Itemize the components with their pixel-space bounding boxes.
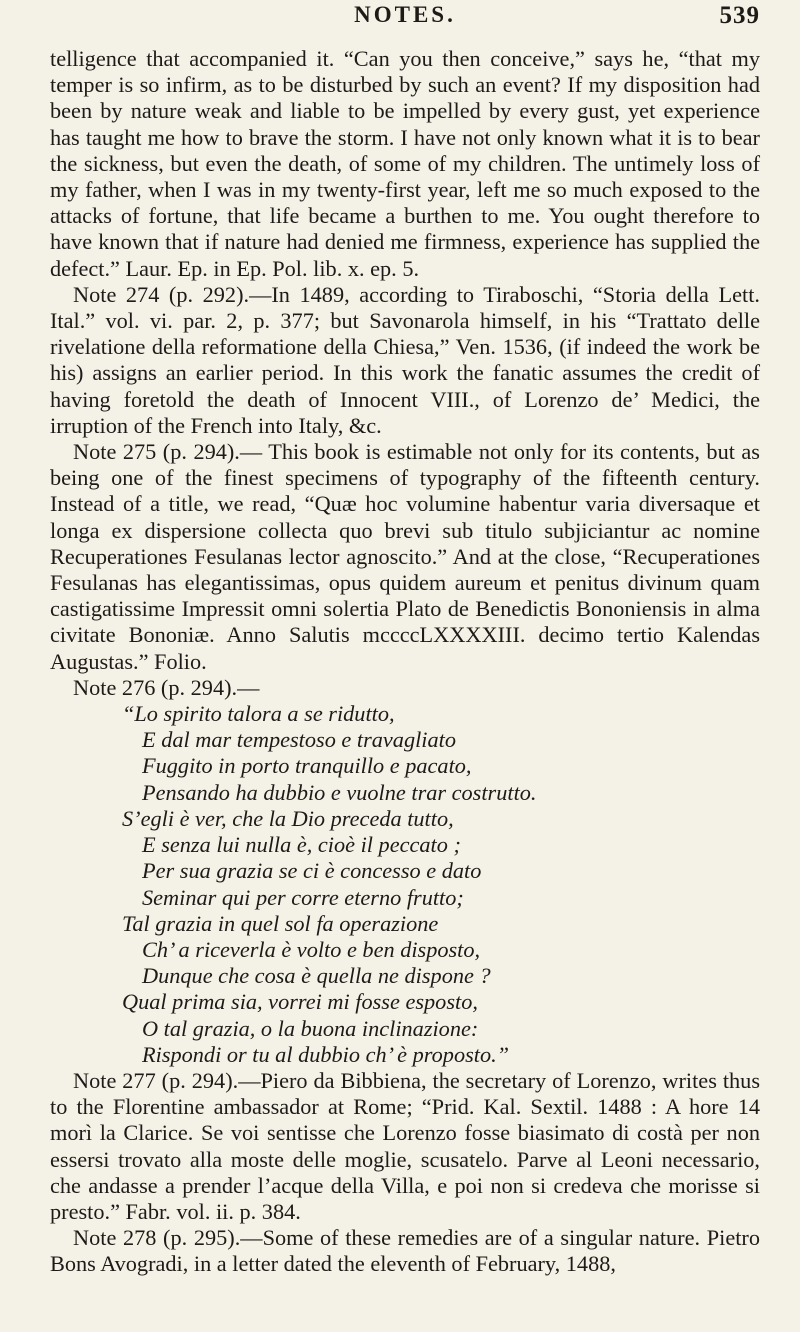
- page-header: [50, 2, 760, 32]
- note-275: Note 275 (p. 294).— This book is estimable not only for its contents, but as being one of the finest specimens of typography of the fifteenth century. Instead of a title, we read, “Quæ hoc volumine habentur varia diversaque et longa ex dispersione collecta quo brevi sub titulo subjiciantur ac nomine Recuperationes Fesulanas lector agnoscito.” And at the close, “Recuperationes Fesulanas has elegantissimas, opus quidem aureum et penitus divinum quam castigatissime Impressit omni solertia Plato de Benedictis Bononiensis in alma civitate Bononiæ. Anno Salutis mccccLXXXXIII. decimo tertio Kalendas Augustas.” Folio.: [50, 439, 760, 674]
- poem-line: E dal mar tempestoso e travagliato: [142, 727, 456, 753]
- poem-line: O tal grazia, o la buona inclinazione:: [142, 1015, 479, 1041]
- poem-line: Seminar qui per corre eterno frutto;: [142, 884, 464, 910]
- note-274: Note 274 (p. 292).—In 1489, according to Tiraboschi, “Storia della Lett. Ital.” vol. vi. par. 2, p. 377; but Savonarola himself, in his “Trattato delle rivelatione della reformatione della Chiesa,” Ven. 1536, (if indeed the work be his) assigns an earlier period. In this work the fanatic assumes the credit of having foretold the death of Innocent VIII., of Lorenzo de’ Medici, the irruption of the French into Italy, &c.: [50, 281, 760, 438]
- poem-line: S’egli è ver, che la Dio preceda tutto,: [122, 805, 454, 831]
- poem-line: Fuggito in porto tranquillo e pacato,: [142, 753, 472, 779]
- running-title: NOTES.: [354, 2, 456, 27]
- page-number: 539: [719, 2, 760, 29]
- poem-line: Ch’ a riceverla è volto e ben disposto,: [142, 936, 481, 962]
- sonnet: [50, 701, 760, 1068]
- book-page: [0, 2, 800, 1332]
- poem-line: Pensando ha dubbio e vuolne trar costrutto.: [142, 779, 537, 805]
- poem-line: Tal grazia in quel sol fa operazione: [122, 910, 439, 936]
- poem-line: Rispondi or tu al dubbio ch’ è proposto.”: [142, 1041, 510, 1067]
- poem-line: E senza lui nulla è, cioè il peccato ;: [142, 832, 461, 858]
- note-276: [50, 675, 760, 1068]
- page-body: [50, 46, 760, 1278]
- poem-line: “Lo spirito talora a se ridutto,: [122, 701, 395, 727]
- poem-line: Per sua grazia se ci è concesso e dato: [142, 858, 482, 884]
- note-278: Note 278 (p. 295).—Some of these remedies are of a singular nature. Pietro Bons Avogradi, in a letter dated the eleventh of February, 1488,: [50, 1225, 760, 1277]
- note-276-heading: Note 276 (p. 294).—: [73, 674, 260, 700]
- poem-line: Dunque che cosa è quella ne dispone ?: [142, 963, 491, 989]
- poem-line: Qual prima sia, vorrei mi fosse esposto,: [122, 989, 478, 1015]
- paragraph-continuation: telligence that accompanied it. “Can you then conceive,” says he, “that my temper is so infirm, as to be disturbed by such an event? If my disposition had been by nature weak and liable to be impelled by every gust, yet experience has taught me how to brave the storm. I have not only known what it is to bear the sickness, but even the death, of some of my children. The untimely loss of my father, when I was in my twenty-first year, left me so much exposed to the attacks of fortune, that life became a burthen to me. You ought therefore to have known that if nature had denied me firmness, experience has supplied the defect.” Laur. Ep. in Ep. Pol. lib. x. ep. 5.: [50, 46, 760, 281]
- note-277: Note 277 (p. 294).—Piero da Bibbiena, the secretary of Lorenzo, writes thus to the Florentine ambassador at Rome; “Prid. Kal. Sextil. 1488 : A hore 14 morì la Clarice. Se voi sentisse che Lorenzo fosse biasimato di costà per non essersi trovato alla moste delle moglie, scusatelo. Parve al Leoni necessario, che andasse a prender l’acque della Villa, e poi non si credeva che morisse si presto.” Fabr. vol. ii. p. 384.: [50, 1067, 760, 1224]
